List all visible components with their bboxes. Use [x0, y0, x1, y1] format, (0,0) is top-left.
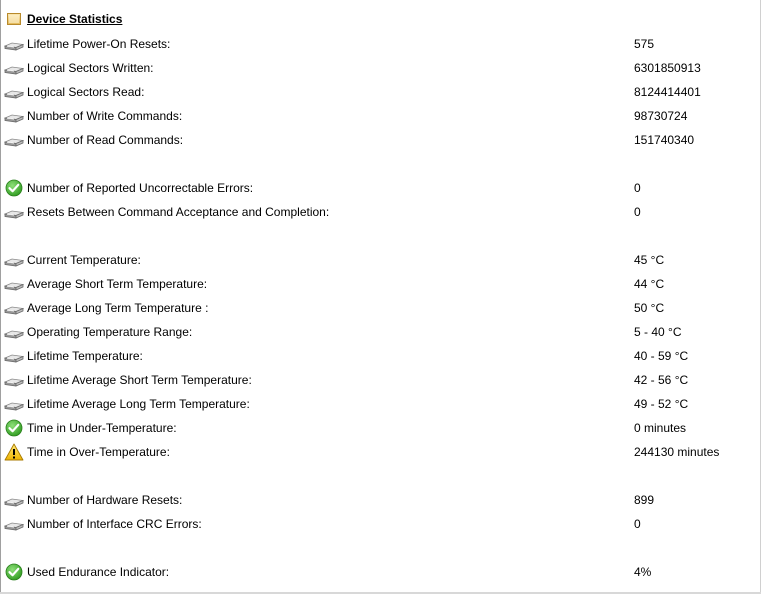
stat-row[interactable]	[4, 563, 744, 581]
stat-label: Logical Sectors Written:	[27, 61, 154, 75]
stat-label: Lifetime Average Short Term Temperature:	[27, 373, 252, 387]
stat-value: 4%	[634, 565, 652, 579]
stat-label: Number of Read Commands:	[27, 133, 184, 147]
stat-label: Average Short Term Temperature:	[27, 277, 208, 291]
drive-icon	[4, 107, 24, 125]
drive-icon	[4, 251, 24, 269]
stat-label: Time in Under-Temperature:	[27, 421, 177, 435]
stat-label: Number of Write Commands:	[27, 109, 183, 123]
folder-icon	[6, 11, 22, 27]
stat-row[interactable]	[4, 371, 744, 389]
stat-value: 899	[634, 493, 655, 507]
check-icon	[4, 179, 24, 197]
stat-value: 6301850913	[634, 61, 701, 75]
stat-row[interactable]	[4, 131, 744, 149]
stat-value: 0	[634, 517, 641, 531]
section-title: Device Statistics	[27, 12, 123, 26]
stat-value: 8124414401	[634, 85, 701, 99]
stat-value: 40 - 59 °C	[634, 349, 689, 363]
stat-label: Operating Temperature Range:	[27, 325, 193, 339]
drive-icon	[4, 131, 24, 149]
stat-label: Lifetime Power-On Resets:	[27, 37, 171, 51]
stat-row[interactable]	[4, 323, 744, 341]
left-border	[0, 0, 1, 594]
stat-row[interactable]	[4, 275, 744, 293]
stat-label: Time in Over-Temperature:	[27, 445, 170, 459]
stat-row[interactable]	[4, 299, 744, 317]
stat-value: 42 - 56 °C	[634, 373, 689, 387]
stat-value: 0	[634, 181, 641, 195]
stat-label: Used Endurance Indicator:	[27, 565, 170, 579]
stat-row[interactable]	[4, 251, 744, 269]
stat-label: Logical Sectors Read:	[27, 85, 145, 99]
stat-row[interactable]	[4, 107, 744, 125]
stat-value: 45 °C	[634, 253, 665, 267]
drive-icon	[4, 35, 24, 53]
stat-label: Resets Between Command Acceptance and Completion:	[27, 205, 330, 219]
stat-value: 98730724	[634, 109, 688, 123]
check-icon	[4, 563, 24, 581]
stat-value: 49 - 52 °C	[634, 397, 689, 411]
stat-value: 244130 minutes	[634, 445, 720, 459]
stat-row[interactable]	[4, 419, 744, 437]
stat-label: Number of Reported Uncorrectable Errors:	[27, 181, 254, 195]
stat-label: Number of Hardware Resets:	[27, 493, 183, 507]
stat-value: 44 °C	[634, 277, 665, 291]
stat-value: 575	[634, 37, 655, 51]
warning-icon	[4, 443, 24, 461]
drive-icon	[4, 491, 24, 509]
stat-row[interactable]	[4, 35, 744, 53]
stat-value: 0	[634, 205, 641, 219]
stat-value: 0 minutes	[634, 421, 687, 435]
drive-icon	[4, 299, 24, 317]
stat-row[interactable]	[4, 395, 744, 413]
stat-label: Number of Interface CRC Errors:	[27, 517, 202, 531]
stat-label: Average Long Term Temperature :	[27, 301, 209, 315]
stat-row[interactable]	[4, 491, 744, 509]
drive-icon	[4, 323, 24, 341]
stat-value: 50 °C	[634, 301, 665, 315]
stat-row[interactable]	[4, 347, 744, 365]
stat-row[interactable]	[4, 443, 744, 461]
stat-row[interactable]	[4, 179, 744, 197]
stat-row[interactable]	[4, 83, 744, 101]
drive-icon	[4, 59, 24, 77]
drive-icon	[4, 83, 24, 101]
stat-label: Current Temperature:	[27, 253, 141, 267]
drive-icon	[4, 371, 24, 389]
stat-row[interactable]	[4, 203, 744, 221]
drive-icon	[4, 347, 24, 365]
stat-row[interactable]	[4, 515, 744, 533]
section-heading	[6, 11, 122, 27]
check-icon	[4, 419, 24, 437]
drive-icon	[4, 395, 24, 413]
stat-row[interactable]	[4, 59, 744, 77]
drive-icon	[4, 203, 24, 221]
stat-value: 151740340	[634, 133, 695, 147]
stat-label: Lifetime Average Long Term Temperature:	[27, 397, 250, 411]
drive-icon	[4, 275, 24, 293]
stat-label: Lifetime Temperature:	[27, 349, 143, 363]
drive-icon	[4, 515, 24, 533]
stat-value: 5 - 40 °C	[634, 325, 682, 339]
